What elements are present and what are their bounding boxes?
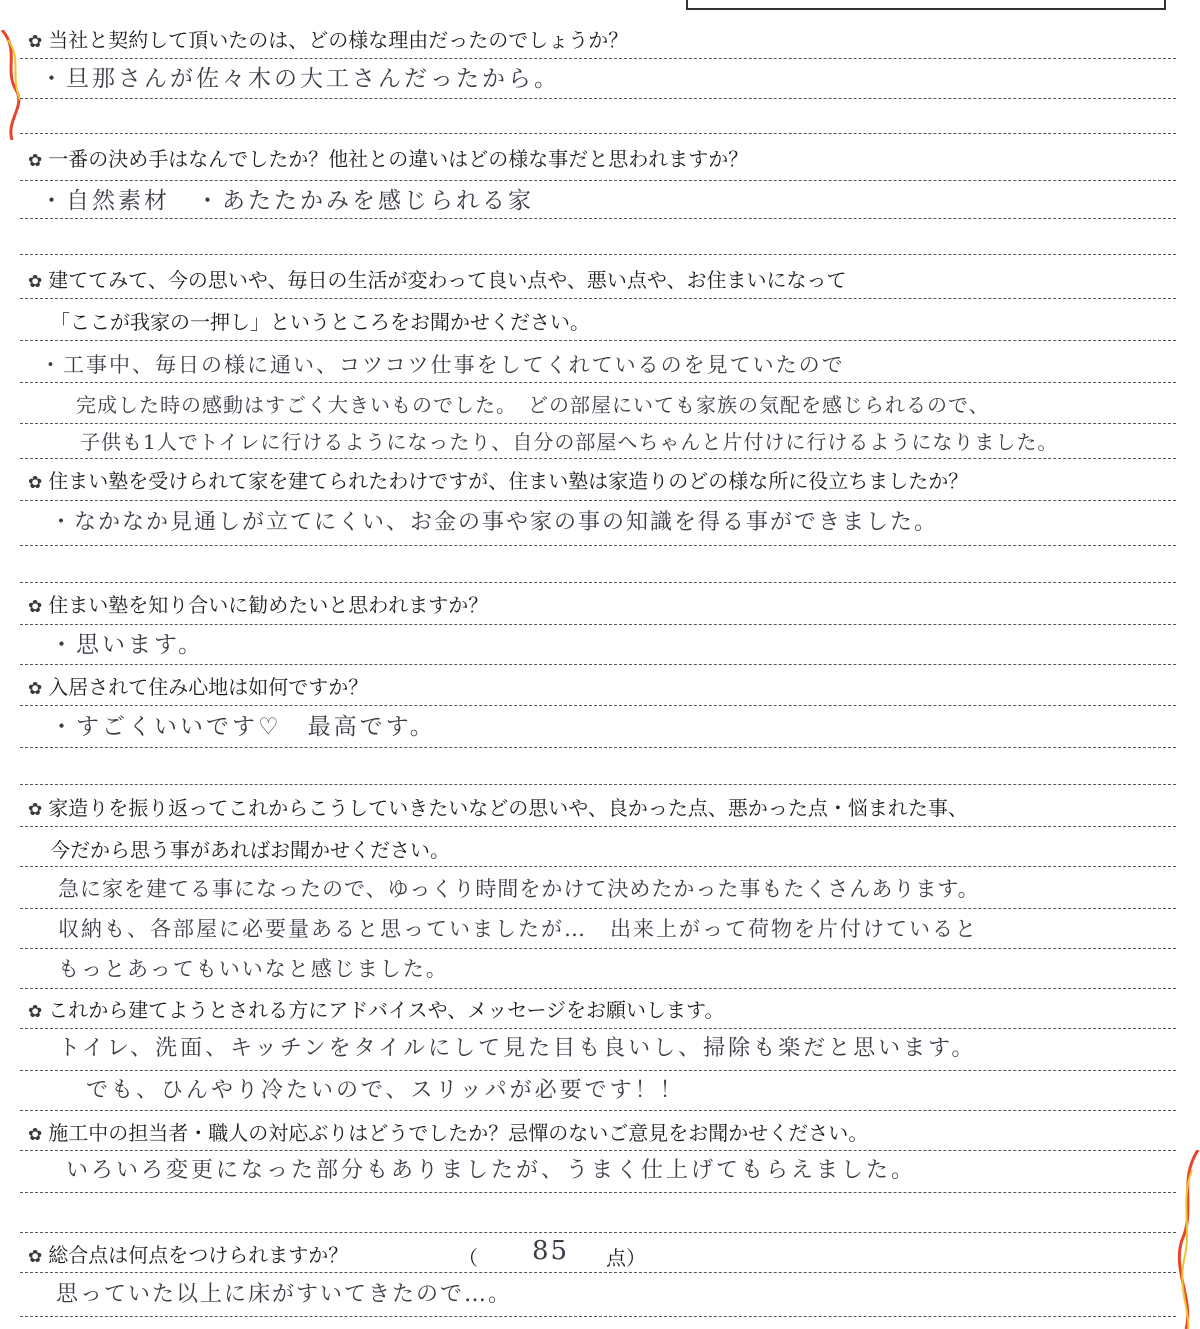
answer-8-line-1: トイレ、洗面、キッチンをタイルにして見た目も良いし、掃除も楽だと思います。 (58, 1036, 977, 1061)
flower-icon: ✿ (28, 272, 43, 292)
divider (20, 1316, 1176, 1317)
divider (20, 826, 1176, 827)
divider (20, 382, 1176, 383)
answer-8-line-2: でも、ひんやり冷たいので、スリッパが必要です！！ (86, 1078, 685, 1103)
flame-decoration-right (1168, 1150, 1200, 1329)
question-3-line-2: 「ここが我家の一押し」というところをお聞かせください。 (50, 310, 590, 334)
divider (20, 98, 1176, 99)
question-6: ✿ 入居されて住み心地は如何ですか？ (28, 674, 368, 702)
answer-6-line-1: ・すごくいいです♡ 最高です。 (50, 714, 436, 740)
answer-9-line-1: いろいろ変更になった部分もありましたが、うまく仕上げてもらえました。 (66, 1158, 917, 1183)
question-1: ✿ 当社と契約して頂いたのは、どの様な理由だったのでしょうか？ (28, 27, 628, 55)
answer-3-line-3: 子供も1人でトイレに行けるようになったり、自分の部屋へちゃんと片付けに行けるようになりました。 (80, 430, 1059, 454)
question-10: ✿ 総合点は何点をつけられますか？ (28, 1242, 348, 1270)
flower-icon: ✿ (28, 679, 43, 699)
question-9: ✿ 施工中の担当者・職人の対応ぶりはどうでしたか？忌憚のないご意見をお聞かせください。 (28, 1120, 868, 1148)
answer-4-line-1: ・なかなか見通しが立てにくい、お金の事や家の事の知識を得る事ができました。 (50, 510, 939, 535)
divider (20, 218, 1176, 219)
divider (20, 1232, 1176, 1233)
divider (20, 340, 1176, 341)
divider (20, 866, 1176, 867)
flower-icon: ✿ (28, 800, 43, 820)
divider (20, 1150, 1176, 1151)
divider (20, 458, 1176, 459)
divider (20, 908, 1176, 909)
score-open-paren: （ (458, 1246, 478, 1270)
divider (20, 545, 1176, 546)
divider (20, 1028, 1176, 1029)
question-7: ✿ 家造りを振り返ってこれからこうしていきたいなどの思いや、良かった点、悪かった点・悩まれた事、 (28, 795, 968, 823)
question-8: ✿ これから建てようとされる方にアドバイスや、メッセージをお願いします。 (28, 997, 724, 1025)
question-7-line-2: 今だから思う事があればお聞かせください。 (50, 838, 450, 862)
divider (20, 423, 1176, 424)
divider (20, 58, 1176, 59)
answer-10-line-1: 思っていた以上に床がすいてきたので…。 (56, 1282, 513, 1307)
divider (20, 1070, 1176, 1071)
divider (20, 1110, 1176, 1111)
question-2: ✿ 一番の決め手はなんでしたか？他社との違いはどの様な事だと思われますか？ (28, 146, 748, 174)
answer-5-line-1: ・思います。 (50, 632, 205, 658)
divider (20, 180, 1176, 181)
divider (20, 1192, 1176, 1193)
divider (20, 582, 1176, 583)
divider (20, 747, 1176, 748)
divider (20, 664, 1176, 665)
divider (20, 948, 1176, 949)
divider (20, 988, 1176, 989)
answer-7-line-1: 急に家を建てる事になったので、ゆっくり時間をかけて決めたかった事もたくさんあります。 (58, 877, 980, 901)
divider (20, 705, 1176, 706)
flower-icon: ✿ (28, 151, 43, 171)
score-unit: 点） (606, 1246, 646, 1270)
flower-icon: ✿ (28, 473, 43, 493)
answer-1-line-1: ・旦那さんが佐々木の大工さんだったから。 (40, 66, 560, 92)
flower-icon: ✿ (28, 32, 43, 52)
answer-7-line-3: もっとあってもいいなと感じました。 (58, 957, 449, 981)
divider (20, 784, 1176, 785)
top-frame (686, 0, 1166, 10)
question-4: ✿ 住まい塾を受けられて家を建てられたわけですが、住まい塾は家造りのどの様な所に役立ちましたか？ (28, 468, 968, 496)
answer-3-line-2: 完成した時の感動はすごく大きいものでした。 どの部屋にいても家族の気配を感じられるので、 (76, 393, 990, 417)
answer-3-line-1: ・工事中、毎日の様に通い、コツコツ仕事をしてくれているのを見ていたので (40, 353, 845, 377)
divider (20, 298, 1176, 299)
flower-icon: ✿ (28, 1247, 43, 1267)
divider (20, 1272, 1176, 1273)
answer-7-line-2: 収納も、各部屋に必要量あると思っていましたが… 出来上がって荷物を片付けていると (58, 917, 978, 941)
flower-icon: ✿ (28, 1002, 43, 1022)
answer-2-line-1: ・自然素材 ・あたたかみを感じられる家 (40, 188, 534, 214)
question-5: ✿ 住まい塾を知り合いに勧めたいと思われますか？ (28, 592, 488, 620)
divider (20, 500, 1176, 501)
flower-icon: ✿ (28, 597, 43, 617)
divider (20, 254, 1176, 255)
divider (20, 624, 1176, 625)
divider (20, 133, 1176, 134)
question-3: ✿ 建ててみて、今の思いや、毎日の生活が変わって良い点や、悪い点や、お住まいになって (28, 267, 846, 295)
flower-icon: ✿ (28, 1125, 43, 1145)
score-value: 85 (532, 1236, 570, 1266)
